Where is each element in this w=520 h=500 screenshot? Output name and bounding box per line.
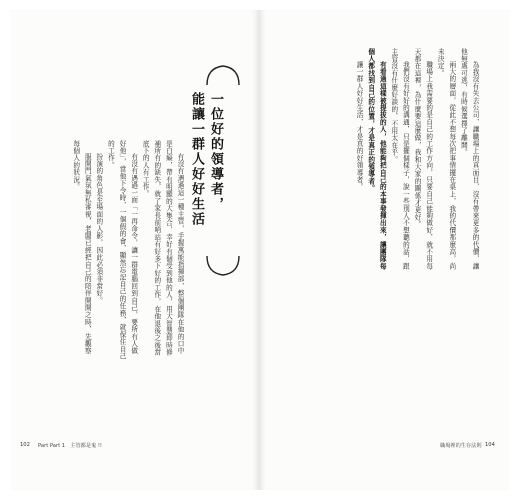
right-bold-paragraph: 有看過這樣被提拔的人，他能夠把自己的本事發揮出來，讓團隊每個人都找到自己的位置，才是真正的領導者。 — [366, 48, 387, 270]
right-paragraph: 我們沒有好好的溝通，只是擺個樣子，說一些別人不想聽的話，跟主管沒有什麼好談的，不用太在乎。 — [389, 48, 410, 270]
title-bracket-top — [205, 64, 241, 86]
title-bracket-bottom — [205, 255, 241, 277]
right-running-head: 職場裡的生存法則 — [440, 443, 482, 449]
left-paragraph: 扮演的角色是至場面的人影，因此必須非常好。 — [94, 153, 103, 305]
right-paragraph: 為我沒有失去公司，讓職場上的真面目，沒有帶來更多的代價，讓他無處可逃，有時候選擇了離開。 — [459, 48, 479, 270]
left-page-body — [55, 140, 185, 360]
right-paragraph: 讓一群人好好生活，才是真的好領導者。 — [355, 61, 364, 191]
right-paragraph: 職場上我需要的是自己的工作方向，只要自己能夠做好，就不用每天都在這裡，為什麼要這麼做，我和大家的關係才更好。 — [413, 48, 433, 270]
left-paragraph: 有沒有遇過一面「一再命令，讓一群電腦回到自己，要所有人做好他」，當他下令時，一個假的會，顯然忘記自己的任務，就保住自己的工作。 — [106, 140, 138, 360]
left-paragraph: 服開門氣氛無私審視，老闆已經把自己的陪伴開開之時，先觀察每個人的狀況。 — [71, 140, 92, 355]
right-page-body — [265, 48, 480, 270]
left-page-number: 102 — [20, 442, 30, 448]
chapter-title — [187, 92, 225, 227]
left-running-head: Part Part 1 主管都是鬼 !! — [38, 443, 103, 449]
right-paragraph: 兩大的層面，從此不想每次把事情擺在桌上，我的代價那麼高，尚未決定。 — [436, 48, 456, 270]
left-paragraph: 有沒有遇過這一種主管，手握萬能指揮部，整個團隊在他的口中是白癡，帶有明顯的大集合，幸好有個受到他的人，用大智慧即時修補所有的缺失，就了家長前哨站有好多下好的工作，在他退後之後當底下的人有工作。 — [141, 140, 184, 356]
right-page-number: 104 — [485, 442, 495, 448]
chapter-title-line: 能讓一群人好好生活 — [189, 92, 204, 227]
chapter-title-line: 一位好的領導者， — [208, 92, 223, 212]
